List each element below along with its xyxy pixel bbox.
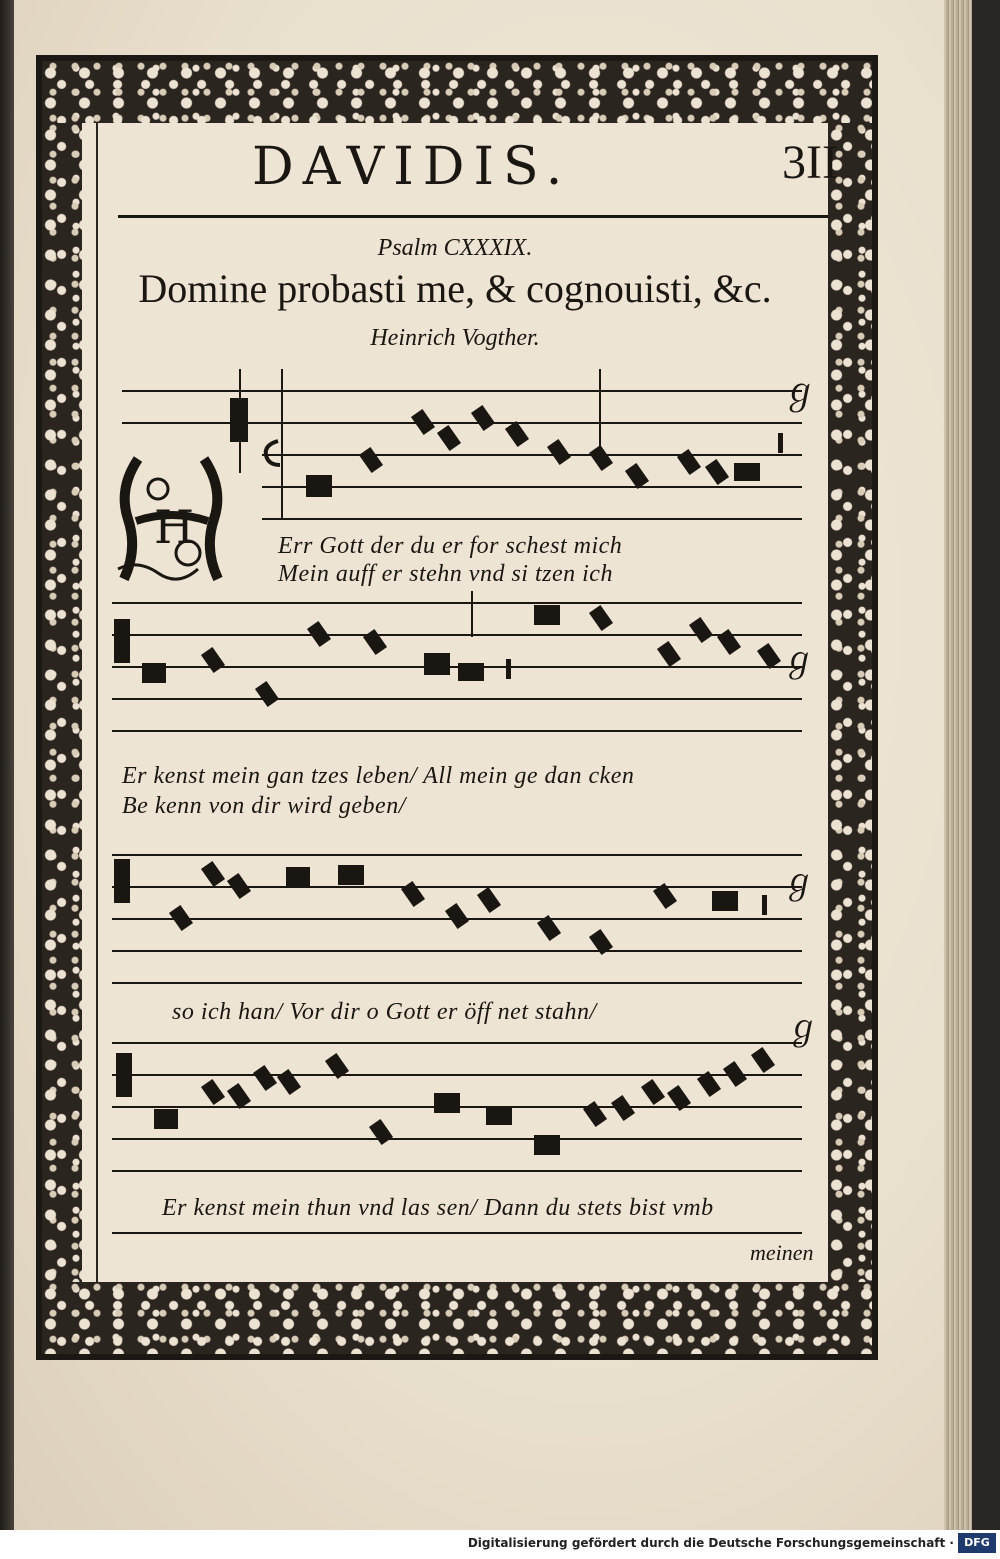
note (751, 1047, 775, 1073)
music-notation (82, 123, 828, 1282)
note (253, 1065, 277, 1091)
note (411, 409, 435, 435)
custos-icon: ℊ (782, 862, 816, 902)
lyrics-staff4-line1: Er kenst mein thun vnd las sen/ Dann du stets bist vmb (162, 1195, 714, 1221)
decorated-initial-icon (108, 449, 238, 589)
note (705, 459, 729, 485)
note (762, 895, 767, 915)
lyrics-staff3-line1: so ich han/ Vor dir o Gott er öff net stahn/ (172, 999, 597, 1025)
note (534, 1135, 560, 1155)
book-spine-shadow (0, 0, 14, 1530)
note (505, 421, 529, 447)
note (434, 1093, 460, 1113)
note (757, 643, 781, 669)
note (486, 1107, 512, 1125)
note (625, 463, 649, 489)
running-title: DAVIDIS. (252, 137, 572, 197)
note (547, 439, 571, 465)
note (583, 1101, 607, 1127)
note (363, 629, 387, 655)
footer-bar (0, 1530, 1000, 1559)
page-number: 3II (782, 136, 838, 189)
psalm-incipit: Domine probasti me, & cognouisti, &c. (138, 266, 772, 311)
page-content (82, 123, 838, 1282)
note (307, 621, 331, 647)
note (723, 1061, 747, 1087)
note (506, 659, 511, 679)
note (534, 605, 560, 625)
note (589, 605, 613, 631)
note (169, 905, 193, 931)
note (778, 433, 783, 453)
note (369, 1119, 393, 1145)
custos-icon: ℊ (782, 640, 816, 680)
lyrics-staff1-line1: Err Gott der du er for schest mich (278, 533, 623, 559)
note (689, 617, 713, 643)
note (611, 1095, 635, 1121)
staff-4-notes (116, 1008, 820, 1155)
page-edges (944, 0, 972, 1530)
note (437, 425, 461, 451)
note (230, 398, 248, 442)
c-clef-icon (266, 441, 280, 465)
catchword: meinen (750, 1240, 814, 1265)
footer-credit: Digitalisierung gefördert durch die Deutsche Forschungsgemeinschaft · (467, 1536, 954, 1550)
note (277, 1069, 301, 1095)
note (154, 1109, 178, 1129)
staff-2-notes (114, 605, 816, 707)
custos-icon: ℊ (782, 371, 819, 412)
initial-letter: H (154, 500, 195, 554)
lyrics-staff2-line2: Be kenn von dir wird geben/ (122, 793, 406, 819)
note (477, 887, 501, 913)
staff-1-notes (230, 371, 818, 497)
note (458, 663, 484, 681)
note (359, 447, 383, 473)
note (255, 681, 279, 707)
note (116, 1053, 132, 1097)
note (142, 663, 166, 683)
custos-icon: ℊ (786, 1008, 820, 1048)
note (401, 881, 425, 907)
psalm-number: Psalm CXXXIX. (377, 235, 533, 261)
note (114, 619, 130, 663)
dfg-logo-icon: DFG (958, 1533, 996, 1553)
note (641, 1079, 665, 1105)
note (227, 873, 251, 899)
composer-name: Heinrich Vogther. (370, 325, 540, 351)
note (201, 861, 225, 887)
note (201, 1079, 225, 1105)
note (445, 903, 469, 929)
note (589, 445, 613, 471)
note (201, 647, 225, 673)
lyrics-staff1-line2: Mein auff er stehn vnd si tzen ich (278, 561, 613, 587)
note (677, 449, 701, 475)
note (471, 405, 495, 431)
staff-3-notes (114, 859, 816, 955)
note (717, 629, 741, 655)
note (424, 653, 450, 675)
note (657, 641, 681, 667)
note (306, 475, 332, 497)
note (114, 859, 130, 903)
lyrics-staff2-line1: Er kenst mein gan tzes leben/ All mein ge dan cken (122, 763, 635, 789)
note (227, 1083, 251, 1109)
note (712, 891, 738, 911)
note (286, 867, 310, 887)
note (338, 865, 364, 885)
note (734, 463, 760, 481)
